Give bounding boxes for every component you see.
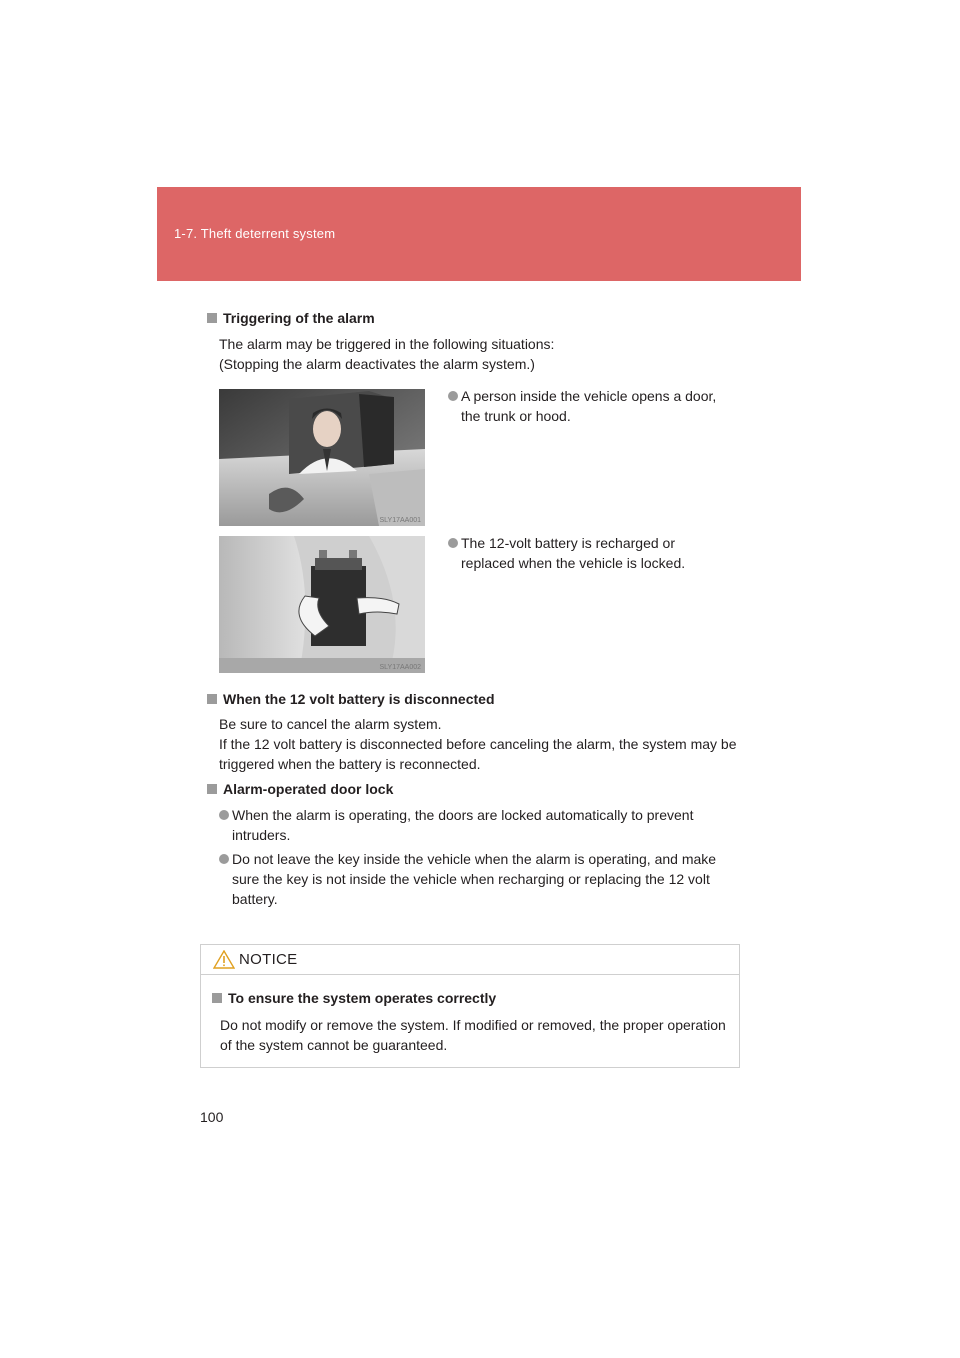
page-number: 100: [200, 1109, 224, 1125]
section-title: 1-7. Theft deterrent system: [174, 226, 336, 241]
heading-text: To ensure the system operates correctly: [228, 990, 497, 1006]
text-line: intruders.: [232, 827, 291, 843]
bullet-dot-icon: [219, 854, 229, 864]
text-line: Do not leave the key inside the vehicle when the alarm is operating, and make: [232, 851, 717, 867]
text-line: If the 12 volt battery is disconnected before canceling the alarm, the system may be: [219, 736, 737, 752]
triggering-intro: [219, 334, 739, 374]
text-line: Be sure to cancel the alarm system.: [219, 716, 442, 732]
text-line: the trunk or hood.: [461, 408, 571, 424]
square-bullet-icon: [212, 993, 222, 1003]
text-line: battery.: [232, 891, 278, 907]
text-line: A person inside the vehicle opens a door,: [461, 388, 717, 404]
bullet-battery-recharged: [448, 533, 730, 573]
heading-battery-disconnected: [207, 691, 495, 707]
notice-heading: [212, 990, 496, 1006]
text-line: The 12-volt battery is recharged or: [461, 535, 675, 551]
photo-code: SLY17AA001: [379, 517, 421, 524]
notice-box: [200, 944, 740, 1068]
text-line: When the alarm is operating, the doors are locked automatically to prevent: [232, 807, 694, 823]
heading-triggering: [207, 310, 375, 326]
text-line: replaced when the vehicle is locked.: [461, 555, 686, 571]
text-line: The alarm may be triggered in the following situations:: [219, 336, 555, 352]
warning-triangle-icon: [213, 950, 235, 969]
bullet-key-inside: [219, 849, 727, 909]
notice-label: NOTICE: [239, 951, 298, 968]
heading-text: Alarm-operated door lock: [223, 781, 394, 797]
text-line: of the system cannot be guaranteed.: [220, 1037, 448, 1053]
text-line: (Stopping the alarm deactivates the alarm system.): [219, 356, 535, 372]
battery-photo: [219, 536, 425, 673]
heading-text: When the 12 volt battery is disconnected: [223, 691, 495, 707]
bullet-dot-icon: [219, 810, 229, 820]
text-line: sure the key is not inside the vehicle when recharging or replacing the 12 volt: [232, 871, 710, 887]
square-bullet-icon: [207, 784, 217, 794]
photo-code: SLY17AA002: [379, 664, 421, 671]
battery-illustration: [219, 536, 425, 673]
car-window-photo: [219, 389, 425, 526]
square-bullet-icon: [207, 694, 217, 704]
square-bullet-icon: [207, 313, 217, 323]
bullet-door-opened: [448, 386, 730, 426]
notice-paragraph: [220, 1015, 735, 1055]
text-line: triggered when the battery is reconnected.: [219, 756, 481, 772]
text-line: Do not modify or remove the system. If modified or removed, the proper operation: [220, 1017, 726, 1033]
bullet-auto-lock: [219, 805, 727, 845]
heading-door-lock: [207, 781, 393, 797]
bullet-dot-icon: [448, 538, 458, 548]
notice-header: [201, 945, 739, 975]
bullet-dot-icon: [448, 391, 458, 401]
battery-paragraph: [219, 714, 739, 774]
heading-text: Triggering of the alarm: [223, 310, 375, 326]
car-window-illustration: [219, 389, 425, 526]
